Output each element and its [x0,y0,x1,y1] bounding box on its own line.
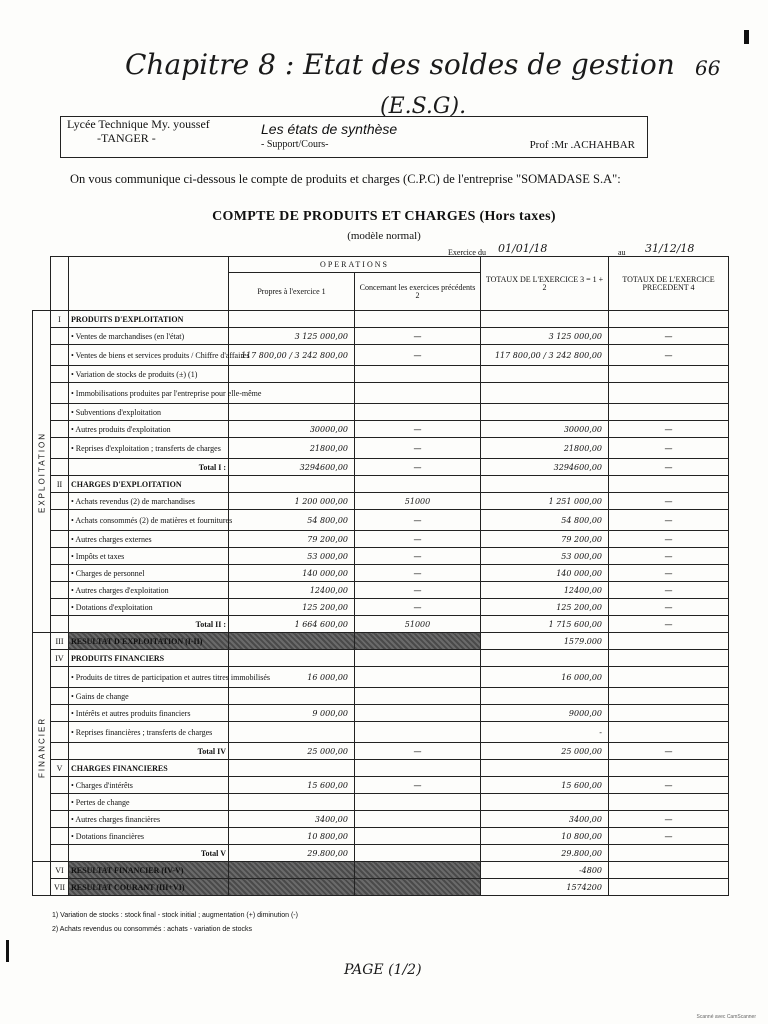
row-roman [51,599,69,616]
col2-header: Concernant les exercices précédents 2 [355,273,481,311]
value-col1: 53 000,00 [229,548,355,565]
intro-text: On vous communique ci-dessous le compte de produits et charges (C.P.C) de l'entreprise "SOMADASE S.A": [70,172,621,186]
table-row [33,722,729,743]
value-col1: 117 800,00 / 3 242 800,00 [229,345,355,366]
value-col1: 21800,00 [229,438,355,459]
value-col4 [609,404,729,421]
value-col2: — [355,510,481,531]
row-label: Total IV [69,743,229,760]
value-col3: 1 251 000,00 [481,493,609,510]
row-roman [51,345,69,366]
value-col1: 3294600,00 [229,459,355,476]
value-col4: — [609,459,729,476]
document-subtitle: (modèle normal) [347,230,421,242]
table-row [33,510,729,531]
row-label: PRODUITS D'EXPLOITATION [69,311,229,328]
value-col2 [355,311,481,328]
row-label: CHARGES FINANCIERES [69,760,229,777]
value-col3: 1 715 600,00 [481,616,609,633]
value-col3 [481,688,609,705]
table-row [33,438,729,459]
total-row [33,616,729,633]
table-row [33,811,729,828]
row-label: • Dotations financières [69,828,229,845]
value-col4: — [609,493,729,510]
value-col4 [609,476,729,493]
page-number: PAGE (1/2) [344,962,422,978]
row-roman: III [51,633,69,650]
value-col2 [355,633,481,650]
value-col2: — [355,531,481,548]
value-col2 [355,862,481,879]
row-label: • Pertes de change [69,794,229,811]
value-col1: 3400,00 [229,811,355,828]
row-roman [51,828,69,845]
value-col3: 3 125 000,00 [481,328,609,345]
value-col2: — [355,743,481,760]
row-roman [51,582,69,599]
footnote-1: 1) Variation de stocks : stock final - stock initial ; augmentation (+) diminution (-) [52,912,298,919]
value-col2: — [355,438,481,459]
row-roman [51,438,69,459]
row-roman [51,722,69,743]
table-row [33,565,729,582]
col4-header: TOTAUX DE L'EXERCICE PRECEDENT 4 [609,257,729,311]
value-col1: 54 800,00 [229,510,355,531]
row-label: • Autres charges d'exploitation [69,582,229,599]
value-col4: — [609,345,729,366]
value-col3 [481,311,609,328]
row-roman [51,616,69,633]
value-col1: 25 000,00 [229,743,355,760]
value-col2: — [355,345,481,366]
value-col1: 12400,00 [229,582,355,599]
table-row [33,531,729,548]
value-col2 [355,705,481,722]
value-col4 [609,688,729,705]
section-financier: FINANCIER [33,633,51,862]
row-label: • Reprises d'exploitation ; transferts de charges [69,438,229,459]
row-roman [51,688,69,705]
exercise-au: au [618,248,626,257]
value-col2 [355,828,481,845]
value-col2 [355,366,481,383]
value-col3 [481,760,609,777]
table-row [33,582,729,599]
value-col2: — [355,459,481,476]
row-label: • Autres charges externes [69,531,229,548]
value-col3: 1579.000 [481,633,609,650]
value-col4: — [609,616,729,633]
row-roman [51,328,69,345]
row-roman [51,845,69,862]
footnote-2: 2) Achats revendus ou consommés : achats - variation de stocks [52,926,252,933]
value-col4: — [609,531,729,548]
row-label: • Gains de change [69,688,229,705]
value-col4 [609,650,729,667]
table-row [33,421,729,438]
value-col3 [481,404,609,421]
row-label: • Achats consommés (2) de matières et fournitures [69,510,229,531]
value-col4 [609,862,729,879]
row-label: • Charges d'intérêts [69,777,229,794]
value-col3 [481,383,609,404]
value-col1: 29.800,00 [229,845,355,862]
value-col3: 1574200 [481,879,609,896]
value-col1 [229,688,355,705]
value-col4: — [609,811,729,828]
value-col2: — [355,548,481,565]
value-col4: — [609,582,729,599]
row-roman [51,794,69,811]
table-row [33,311,729,328]
acronym: (E.S.G). [380,94,467,119]
value-col4: — [609,828,729,845]
table-row [33,705,729,722]
value-col3: 21800,00 [481,438,609,459]
page-mark: 66 [695,56,721,80]
value-col1: 10 800,00 [229,828,355,845]
exercise-label: Exercice du [448,248,486,257]
value-col2 [355,688,481,705]
value-col3: 53 000,00 [481,548,609,565]
result-row [33,633,729,650]
value-col2 [355,722,481,743]
value-col1 [229,633,355,650]
row-label: RESULTAT FINANCIER (IV-V) [69,862,229,879]
value-col4 [609,633,729,650]
row-roman: II [51,476,69,493]
table-row [33,667,729,688]
row-roman: V [51,760,69,777]
table-row [33,328,729,345]
value-col2: — [355,328,481,345]
row-label: • Reprises financières ; transferts de charges [69,722,229,743]
prof-name: Prof :Mr .ACHAHBAR [529,139,635,151]
row-roman [51,493,69,510]
table-row [33,366,729,383]
row-label: Total II : [69,616,229,633]
value-col2: 51000 [355,493,481,510]
row-roman: I [51,311,69,328]
row-label: • Produits de titres de participation et autres titres immobilisés [69,667,229,688]
scanner-watermark: Scanné avec CamScanner [696,1014,756,1020]
row-roman [51,531,69,548]
chapter-title: Chapitre 8 : Etat des soldes de gestion 66 [125,48,721,81]
value-col1 [229,862,355,879]
row-roman [51,667,69,688]
row-roman [51,548,69,565]
value-col1 [229,794,355,811]
value-col4: — [609,438,729,459]
row-roman [51,705,69,722]
value-col3: 10 800,00 [481,828,609,845]
value-col4 [609,722,729,743]
school-name: Lycée Technique My. youssef -TANGER - [67,117,210,145]
result-row [33,879,729,896]
value-col2: 51000 [355,616,481,633]
value-col4 [609,383,729,404]
value-col2 [355,404,481,421]
value-col1: 30000,00 [229,421,355,438]
row-roman [51,404,69,421]
value-col4: — [609,421,729,438]
value-col2: — [355,777,481,794]
value-col2: — [355,421,481,438]
value-col2 [355,760,481,777]
value-col4 [609,667,729,688]
value-col3: 79 200,00 [481,531,609,548]
table-row [33,493,729,510]
operations-header: OPERATIONS [229,257,481,273]
value-col3: - [481,722,609,743]
row-label: RESULTAT COURANT (III+VI) [69,879,229,896]
value-col2 [355,667,481,688]
value-col3: 117 800,00 / 3 242 800,00 [481,345,609,366]
scan-edge-mark [6,940,9,962]
value-col2 [355,476,481,493]
value-col3: 9000,00 [481,705,609,722]
header-row [33,257,729,273]
row-roman [51,366,69,383]
value-col1 [229,476,355,493]
row-label: RESULTAT D'EXPLOITATION (I-II) [69,633,229,650]
table-row [33,794,729,811]
scan-edge-mark [744,30,749,44]
value-col1: 125 200,00 [229,599,355,616]
row-label: • Subventions d'exploitation [69,404,229,421]
value-col4 [609,794,729,811]
value-col1: 9 000,00 [229,705,355,722]
row-label: PRODUITS FINANCIERS [69,650,229,667]
value-col2 [355,794,481,811]
row-roman: VII [51,879,69,896]
table-row [33,760,729,777]
value-col4: — [609,743,729,760]
total-row [33,845,729,862]
value-col4 [609,760,729,777]
row-roman [51,421,69,438]
row-label: • Ventes de biens et services produits / Chiffre d'affaires [69,345,229,366]
value-col4: — [609,328,729,345]
row-label: • Achats revendus (2) de marchandises [69,493,229,510]
value-col3 [481,476,609,493]
row-label: • Intérêts et autres produits financiers [69,705,229,722]
col1-header: Propres à l'exercice 1 [229,273,355,311]
row-label: • Dotations d'exploitation [69,599,229,616]
value-col4 [609,366,729,383]
row-label: Total I : [69,459,229,476]
value-col1: 140 000,00 [229,565,355,582]
value-col4 [609,705,729,722]
value-col4 [609,845,729,862]
row-label: • Impôts et taxes [69,548,229,565]
value-col3: 16 000,00 [481,667,609,688]
value-col2: — [355,599,481,616]
total-row [33,743,729,760]
value-col3: 3294600,00 [481,459,609,476]
value-col3: 140 000,00 [481,565,609,582]
value-col3: 15 600,00 [481,777,609,794]
row-label: • Variation de stocks de produits (±) (1) [69,366,229,383]
value-col4: — [609,599,729,616]
result-row [33,862,729,879]
exercise-from: 01/01/18 [498,242,548,255]
value-col1 [229,722,355,743]
value-col3: -4800 [481,862,609,879]
row-label: • Ventes de marchandises (en l'état) [69,328,229,345]
value-col4: — [609,777,729,794]
row-label: Total V [69,845,229,862]
row-roman [51,777,69,794]
value-col2 [355,845,481,862]
row-roman [51,383,69,404]
value-col1: 3 125 000,00 [229,328,355,345]
school-header-box [60,116,648,158]
value-col3: 25 000,00 [481,743,609,760]
table-row [33,404,729,421]
row-label: • Autres charges financières [69,811,229,828]
value-col4 [609,879,729,896]
value-col2 [355,811,481,828]
value-col3 [481,650,609,667]
value-col3 [481,366,609,383]
table-row [33,476,729,493]
value-col1: 1 664 600,00 [229,616,355,633]
value-col2: — [355,582,481,599]
row-label: CHARGES D'EXPLOITATION [69,476,229,493]
table-row [33,650,729,667]
row-roman [51,459,69,476]
value-col3: 29.800,00 [481,845,609,862]
value-col4: — [609,510,729,531]
value-col1 [229,760,355,777]
table-row [33,345,729,366]
section-blank [33,862,51,896]
row-label: • Charges de personnel [69,565,229,582]
value-col2 [355,650,481,667]
row-label: • Autres produits d'exploitation [69,421,229,438]
value-col1 [229,650,355,667]
value-col2 [355,383,481,404]
row-roman [51,565,69,582]
row-roman: VI [51,862,69,879]
value-col4 [609,311,729,328]
course-title: Les états de synthèse [261,121,398,137]
value-col2: — [355,565,481,582]
row-label: • Immobilisations produites par l'entreprise pour elle-même [69,383,229,404]
section-exploitation: EXPLOITATION [33,311,51,633]
value-col1 [229,404,355,421]
table-row [33,828,729,845]
value-col4: — [609,565,729,582]
course-sub: - Support/Cours- [261,139,329,150]
value-col3: 30000,00 [481,421,609,438]
total-row [33,459,729,476]
value-col2 [355,879,481,896]
table-row [33,777,729,794]
value-col4: — [609,548,729,565]
row-roman [51,743,69,760]
value-col3: 125 200,00 [481,599,609,616]
value-col3: 54 800,00 [481,510,609,531]
value-col1: 15 600,00 [229,777,355,794]
row-roman: IV [51,650,69,667]
row-roman [51,811,69,828]
table-row [33,599,729,616]
value-col1 [229,366,355,383]
value-col1: 1 200 000,00 [229,493,355,510]
value-col3 [481,794,609,811]
value-col1: 79 200,00 [229,531,355,548]
value-col1: 16 000,00 [229,667,355,688]
value-col1 [229,879,355,896]
value-col3: 12400,00 [481,582,609,599]
value-col3: 3400,00 [481,811,609,828]
value-col1 [229,311,355,328]
exercise-to: 31/12/18 [645,242,695,255]
table-row [33,383,729,404]
col3-header: TOTAUX DE L'EXERCICE 3 = 1 + 2 [481,257,609,311]
table-row [33,548,729,565]
table-row [33,688,729,705]
document-title: COMPTE DE PRODUITS ET CHARGES (Hors taxes) [212,209,556,224]
row-roman [51,510,69,531]
cpc-table [32,256,729,896]
